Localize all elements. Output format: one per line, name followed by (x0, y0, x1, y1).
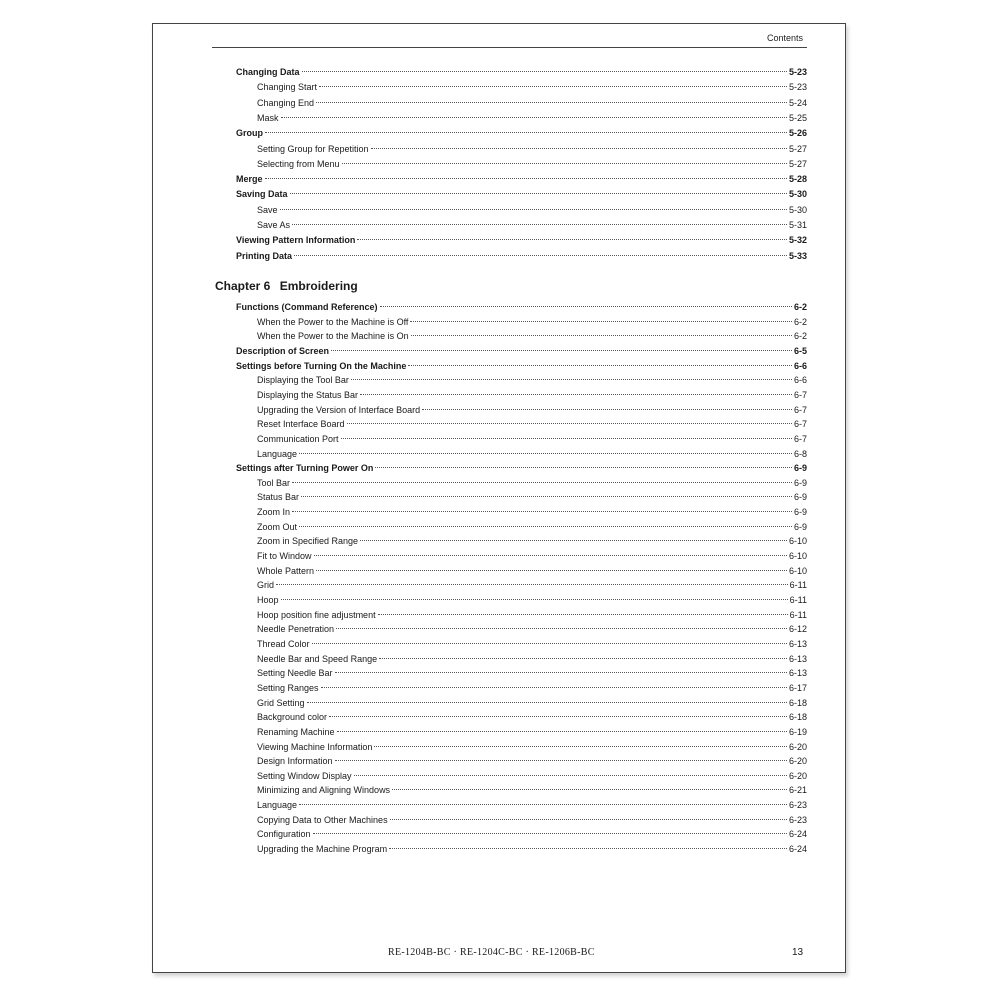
toc-entry-page: 6-19 (788, 726, 807, 737)
toc-entry[interactable] (236, 233, 807, 247)
toc-entry[interactable] (257, 315, 807, 329)
toc-entry-title: Viewing Pattern Information (236, 235, 356, 246)
toc-dot-leader (337, 731, 787, 732)
toc-entry-title: Functions (Command Reference) (236, 302, 378, 312)
toc-entry-title: Configuration (257, 829, 311, 840)
toc-entry-title: Whole Pattern (257, 565, 315, 576)
toc-entry-page: 6-9 (793, 477, 807, 488)
toc-entry-title: Setting Group for Repetition (257, 143, 369, 154)
toc-dot-leader (321, 687, 787, 688)
toc-entry-title: Group (236, 128, 263, 139)
toc-entry[interactable] (236, 249, 807, 263)
toc-entry[interactable] (257, 798, 807, 812)
toc-entry-title: Settings before Turning On the Machine (236, 360, 407, 371)
toc-entry-page: 6-7 (793, 419, 807, 430)
toc-dot-leader (392, 789, 787, 790)
toc-entry[interactable] (257, 549, 807, 563)
toc-dot-leader (292, 482, 792, 483)
toc-entry-title: Thread Color (257, 638, 310, 649)
toc-entry-page: 5-32 (788, 235, 807, 246)
toc-entry-page: 5-27 (788, 158, 807, 169)
toc-dot-leader (292, 224, 787, 225)
toc-entry[interactable] (257, 388, 807, 402)
toc-entry-title: Changing Start (257, 82, 318, 93)
toc-dot-leader (347, 423, 792, 424)
toc-dot-leader (360, 540, 787, 541)
toc-entry[interactable] (257, 666, 807, 680)
toc-entry-page: 5-23 (788, 82, 807, 93)
toc-dot-leader (276, 584, 788, 585)
toc-entry-page: 6-7 (793, 404, 807, 415)
toc-dot-leader (375, 467, 792, 468)
toc-entry-page: 6-24 (788, 829, 807, 840)
toc-entry[interactable] (257, 652, 807, 666)
toc-entry-page: 6-23 (788, 814, 807, 825)
toc-entry-title: Grid (257, 580, 275, 591)
toc-entry-title: Setting Needle Bar (257, 668, 333, 679)
toc-entry-title: Zoom In (257, 507, 291, 518)
toc-entry-page: 6-11 (789, 580, 807, 591)
toc-entry[interactable] (257, 218, 807, 232)
toc-entry-page: 6-10 (788, 536, 807, 547)
toc-entry[interactable] (257, 710, 807, 724)
toc-entry-title: Viewing Machine Information (257, 741, 373, 752)
toc-entry-title: Saving Data (236, 189, 288, 200)
toc-entry-page: 6-18 (788, 697, 807, 708)
toc-entry-title: Setting Window Display (257, 770, 352, 781)
toc-entry[interactable] (236, 300, 807, 314)
toc-dot-leader (312, 643, 787, 644)
header-title: Contents (766, 33, 803, 43)
toc-entry-page: 5-30 (788, 204, 807, 215)
toc-dot-leader (290, 193, 787, 194)
toc-entry-title: Changing End (257, 97, 315, 108)
toc-entry[interactable] (257, 505, 807, 519)
toc-dot-leader (307, 702, 787, 703)
toc-entry[interactable] (257, 783, 807, 797)
toc-entry-page: 6-2 (793, 316, 807, 327)
toc-entry-page: 6-7 (793, 389, 807, 400)
toc-dot-leader (265, 178, 787, 179)
toc-entry[interactable] (236, 172, 807, 186)
toc-entry[interactable] (257, 754, 807, 768)
toc-dot-leader (281, 117, 787, 118)
toc-entry-title: Background color (257, 712, 328, 723)
toc-entry-title: Hoop position fine adjustment (257, 609, 376, 620)
toc-entry-title: Copying Data to Other Machines (257, 814, 388, 825)
toc-entry-page: 6-24 (788, 844, 807, 855)
toc-entry-title: Upgrading the Version of Interface Board (257, 404, 421, 415)
toc-entry-title: Status Bar (257, 492, 300, 503)
toc-entry[interactable] (257, 696, 807, 710)
toc-entry-page: 5-25 (788, 112, 807, 123)
toc-entry-title: Displaying the Status Bar (257, 389, 359, 400)
toc-dot-leader (292, 511, 792, 512)
toc-dot-leader (341, 438, 792, 439)
toc-entry-page: 6-8 (793, 448, 807, 459)
toc-entry[interactable] (236, 359, 807, 373)
toc-entry-title: Merge (236, 174, 263, 185)
toc-entry-page: 6-10 (788, 551, 807, 562)
toc-entry-title: Minimizing and Aligning Windows (257, 785, 391, 796)
toc-entry[interactable] (257, 142, 807, 156)
toc-entry-title: Printing Data (236, 250, 293, 261)
toc-entry[interactable] (257, 490, 807, 504)
toc-entry-title: Reset Interface Board (257, 419, 345, 430)
toc-entry-title: Upgrading the Machine Program (257, 844, 388, 855)
toc-entry-title: Design Information (257, 756, 333, 767)
toc-dot-leader (329, 716, 787, 717)
toc-entry-page: 6-21 (788, 785, 807, 796)
toc-entry-page: 6-20 (788, 741, 807, 752)
toc-entry-title: Save (257, 204, 278, 215)
toc-entry-page: 6-11 (789, 609, 807, 620)
toc-entry-page: 6-10 (788, 565, 807, 576)
toc-entry[interactable] (257, 520, 807, 534)
toc-dot-leader (378, 614, 788, 615)
chapter-heading (215, 279, 358, 293)
toc-dot-leader (336, 628, 787, 629)
toc-dot-leader (390, 819, 787, 820)
toc-entry[interactable] (257, 203, 807, 217)
footer-page-number: 13 (792, 947, 804, 958)
toc-dot-leader (342, 163, 787, 164)
toc-entry-page: 6-13 (788, 668, 807, 679)
toc-entry-page: 5-31 (788, 220, 807, 230)
toc-entry-title: Needle Penetration (257, 624, 335, 635)
toc-entry[interactable] (257, 476, 807, 490)
toc-entry-page: 6-9 (793, 507, 807, 518)
toc-entry-page: 6-7 (793, 433, 807, 444)
toc-entry[interactable] (257, 447, 807, 461)
toc-dot-leader (299, 453, 792, 454)
toc-dot-leader (313, 833, 787, 834)
toc-entry[interactable] (236, 461, 807, 475)
toc-entry-title: Setting Ranges (257, 682, 319, 693)
toc-entry-page: 6-2 (793, 302, 807, 312)
toc-entry-page: 6-20 (788, 756, 807, 767)
toc-entry-page: 6-6 (793, 375, 807, 386)
toc-dot-leader (299, 804, 787, 805)
toc-entry-title: Save As (257, 220, 291, 230)
toc-entry[interactable] (257, 813, 807, 827)
toc-entry-page: 6-23 (788, 800, 807, 811)
toc-entry[interactable] (257, 534, 807, 548)
toc-entry-page: 6-2 (793, 331, 807, 342)
toc-entry-page: 5-27 (788, 143, 807, 154)
toc-entry-title: Needle Bar and Speed Range (257, 653, 378, 664)
toc-entry-page: 6-13 (788, 638, 807, 649)
toc-dot-leader (354, 775, 787, 776)
chapter-title: Embroidering (279, 279, 358, 293)
toc-entry-title: Selecting from Menu (257, 158, 340, 169)
toc-entry-page: 6-11 (789, 595, 807, 605)
toc-entry[interactable] (257, 373, 807, 387)
toc-entry[interactable] (257, 403, 807, 417)
toc-entry[interactable] (236, 187, 807, 201)
toc-entry-title: Zoom Out (257, 521, 298, 532)
toc-entry-page: 6-5 (793, 345, 807, 356)
toc-dot-leader (335, 760, 787, 761)
toc-entry-title: Settings after Turning Power On (236, 463, 374, 474)
toc-entry-title: Language (257, 800, 298, 811)
toc-entry[interactable] (257, 608, 807, 622)
toc-dot-leader (371, 148, 787, 149)
toc-dot-leader (351, 379, 792, 380)
toc-dot-leader (374, 746, 787, 747)
toc-entry-page: 6-20 (788, 770, 807, 781)
toc-dot-leader (379, 658, 787, 659)
toc-entry[interactable] (257, 329, 807, 343)
toc-dot-leader (294, 255, 787, 256)
toc-entry[interactable] (257, 827, 807, 841)
toc-dot-leader (280, 209, 787, 210)
toc-entry-page: 6-9 (793, 521, 807, 532)
footer-model-text: RE-1204B-BC · RE-1204C-BC · RE-1206B-BC (388, 947, 595, 958)
toc-dot-leader (319, 86, 787, 87)
toc-entry[interactable] (257, 564, 807, 578)
toc-entry[interactable] (257, 157, 807, 171)
toc-dot-leader (411, 335, 792, 336)
toc-dot-leader (357, 239, 787, 240)
toc-entry[interactable] (257, 417, 807, 431)
toc-dot-leader (281, 599, 788, 600)
toc-entry-page: 6-9 (793, 463, 807, 474)
toc-entry-page: 5-30 (788, 189, 807, 200)
toc-entry-title: Grid Setting (257, 697, 305, 708)
toc-dot-leader (335, 672, 787, 673)
toc-entry-page: 5-24 (788, 97, 807, 108)
toc-entry-title: Fit to Window (257, 551, 312, 562)
toc-entry[interactable] (257, 725, 807, 739)
chapter-number: Chapter 6 (215, 279, 271, 293)
toc-entry-title: Language (257, 448, 298, 459)
toc-entry-title: Tool Bar (257, 477, 291, 488)
toc-dot-leader (408, 365, 792, 366)
toc-entry[interactable] (236, 126, 807, 140)
toc-dot-leader (380, 306, 792, 307)
toc-entry-title: Changing Data (236, 67, 300, 77)
toc-dot-leader (302, 71, 787, 72)
toc-dot-leader (410, 321, 792, 322)
toc-entry-title: Hoop (257, 595, 279, 605)
toc-entry[interactable] (257, 111, 807, 125)
toc-entry-title: Zoom in Specified Range (257, 536, 359, 547)
toc-entry[interactable] (257, 637, 807, 651)
toc-dot-leader (316, 570, 787, 571)
toc-entry-title: When the Power to the Machine is Off (257, 316, 409, 327)
toc-dot-leader (316, 102, 787, 103)
toc-dot-leader (389, 848, 787, 849)
toc-entry-page: 6-18 (788, 712, 807, 723)
toc-entry-page: 6-13 (788, 653, 807, 664)
toc-entry[interactable] (257, 681, 807, 695)
toc-entry[interactable] (257, 622, 807, 636)
toc-dot-leader (299, 526, 792, 527)
toc-entry-page: 6-9 (793, 492, 807, 503)
toc-dot-leader (360, 394, 792, 395)
toc-entry-page: 5-28 (788, 174, 807, 185)
toc-entry-page: 5-26 (788, 128, 807, 139)
toc-entry-title: Renaming Machine (257, 726, 335, 737)
toc-entry[interactable] (257, 842, 807, 856)
toc-entry-title: When the Power to the Machine is On (257, 331, 409, 342)
toc-dot-leader (331, 350, 792, 351)
toc-entry[interactable] (257, 740, 807, 754)
toc-entry-title: Displaying the Tool Bar (257, 375, 349, 386)
toc-entry[interactable] (257, 578, 807, 592)
toc-dot-leader (314, 555, 787, 556)
toc-entry-page: 6-6 (793, 360, 807, 371)
toc-entry-title: Communication Port (257, 433, 339, 444)
toc-entry[interactable] (257, 80, 807, 94)
toc-dot-leader (265, 132, 787, 133)
toc-entry-page: 6-17 (788, 682, 807, 693)
toc-entry-page: 5-23 (788, 67, 807, 77)
toc-entry[interactable] (257, 432, 807, 446)
toc-entry[interactable] (257, 769, 807, 783)
toc-entry[interactable] (257, 593, 807, 607)
toc-entry-page: 5-33 (788, 250, 807, 261)
toc-entry-page: 6-12 (788, 624, 807, 635)
toc-dot-leader (301, 496, 792, 497)
toc-entry-title: Description of Screen (236, 345, 330, 356)
toc-entry[interactable] (236, 344, 807, 358)
toc-entry-title: Mask (257, 112, 279, 123)
toc-dot-leader (422, 409, 792, 410)
toc-entry[interactable] (257, 96, 807, 110)
toc-entry[interactable] (236, 65, 807, 79)
